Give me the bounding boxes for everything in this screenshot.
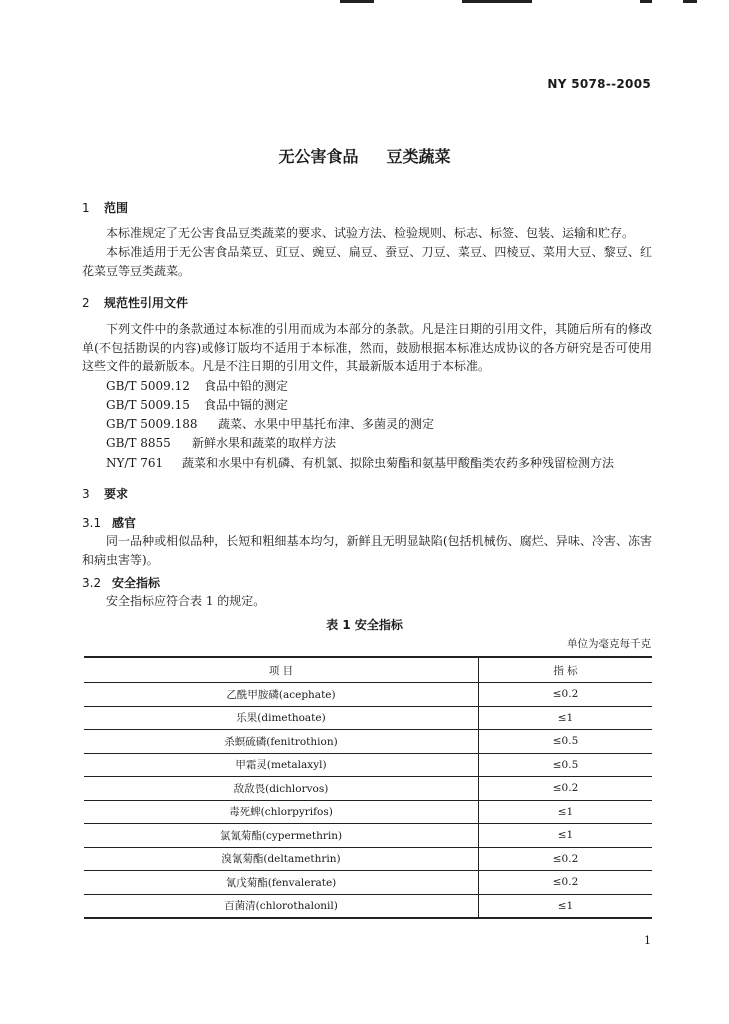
pesticide-name: 毒死蜱(chlorpyrifos) xyxy=(84,800,479,824)
section-title: 要求 xyxy=(104,487,129,501)
scan-artifact xyxy=(462,0,532,3)
column-header-item: 项 目 xyxy=(84,657,479,683)
paragraph: 下列文件中的条款通过本标准的引用而成为本部分的条款。凡是注日期的引用文件，其随后所有的修改单(不包括勘误的内容)或修订版均不适用于本标准，然而，鼓励根据本标准达成协议的各方研究是否可使用这些文件的最新版本。凡是不注日期的引用文件，其最新版本适用于本标准。 xyxy=(82,322,652,373)
table-row xyxy=(84,777,652,801)
reference-name: 蔬菜和水果中有机磷、有机氯、拟除虫菊酯和氨基甲酸酯类农药多种残留检测方法 xyxy=(182,456,615,470)
table-row xyxy=(84,894,652,918)
table-row xyxy=(84,730,652,754)
scan-artifact xyxy=(683,0,697,3)
section-title: 范围 xyxy=(104,201,129,215)
document-title xyxy=(0,144,729,167)
title-part-1: 无公害食品 xyxy=(278,147,359,166)
limit-value: ≤1 xyxy=(479,894,653,918)
limit-value: ≤0.2 xyxy=(479,871,653,895)
pesticide-name: 乐果(dimethoate) xyxy=(84,706,479,730)
reference-item xyxy=(106,454,614,471)
pesticide-name: 百菌清(chlorothalonil) xyxy=(84,894,479,918)
subsection-heading xyxy=(82,574,160,591)
page-number: 1 xyxy=(644,934,651,947)
table-caption: 表 1 安全指标 xyxy=(326,618,403,632)
section-number: 2 xyxy=(82,296,90,310)
table-row xyxy=(84,847,652,871)
reference-name: 食品中镉的测定 xyxy=(204,398,289,412)
safety-index-table xyxy=(84,656,652,919)
table-row xyxy=(84,871,652,895)
limit-value: ≤1 xyxy=(479,706,653,730)
column-header-limit: 指 标 xyxy=(479,657,653,683)
pesticide-name: 乙酰甲胺磷(acephate) xyxy=(84,683,479,707)
pesticide-name: 氯氰菊酯(cypermethrin) xyxy=(84,824,479,848)
table-unit: 单位为毫克每千克 xyxy=(567,638,651,650)
section-title: 安全指标 xyxy=(112,576,161,590)
reference-code: GB/T 5009.12 xyxy=(106,379,190,393)
scan-artifact xyxy=(340,0,374,3)
reference-code: GB/T 5009.188 xyxy=(106,417,198,431)
subsection-heading xyxy=(82,514,136,531)
reference-item xyxy=(106,415,434,432)
table-row xyxy=(84,753,652,777)
limit-value: ≤0.2 xyxy=(479,683,653,707)
scan-artifact xyxy=(640,0,652,3)
section-heading xyxy=(82,485,128,502)
pesticide-name: 甲霜灵(metalaxyl) xyxy=(84,753,479,777)
section-number: 3 xyxy=(82,487,90,501)
reference-name: 新鲜水果和蔬菜的取样方法 xyxy=(192,436,337,450)
table-row xyxy=(84,706,652,730)
pesticide-name: 氰戊菊酯(fenvalerate) xyxy=(84,871,479,895)
section-heading xyxy=(82,199,128,216)
paragraph: 安全指标应符合表 1 的规定。 xyxy=(106,594,266,608)
pesticide-name: 杀螟硫磷(fenitrothion) xyxy=(84,730,479,754)
limit-value: ≤0.2 xyxy=(479,847,653,871)
paragraph: 本标准适用于无公害食品菜豆、豇豆、豌豆、扁豆、蚕豆、刀豆、菜豆、四棱豆、菜用大豆、黎豆、红花菜豆等豆类蔬菜。 xyxy=(82,245,652,278)
reference-code: GB/T 5009.15 xyxy=(106,398,190,412)
section-title: 规范性引用文件 xyxy=(104,296,189,310)
limit-value: ≤1 xyxy=(479,800,653,824)
limit-value: ≤0.2 xyxy=(479,777,653,801)
table-row xyxy=(84,800,652,824)
section-title: 感官 xyxy=(112,516,137,530)
reference-item xyxy=(106,396,288,413)
table-header-row xyxy=(84,657,652,683)
section-number: 3.1 xyxy=(82,516,102,530)
limit-value: ≤0.5 xyxy=(479,753,653,777)
limit-value: ≤1 xyxy=(479,824,653,848)
reference-item xyxy=(106,377,288,394)
table-row xyxy=(84,683,652,707)
section-heading xyxy=(82,294,188,311)
paragraph: 同一品种或相似品种，长短和粗细基本均匀，新鲜且无明显缺陷(包括机械伤、腐烂、异味、冷害、冻害和病虫害等)。 xyxy=(82,534,652,567)
title-part-2: 豆类蔬菜 xyxy=(386,147,451,166)
reference-code: GB/T 8855 xyxy=(106,436,171,450)
reference-name: 蔬菜、水果中甲基托布津、多菌灵的测定 xyxy=(218,417,435,431)
paragraph: 本标准规定了无公害食品豆类蔬菜的要求、试验方法、检验规则、标志、标签、包装、运输和贮存。 xyxy=(106,226,635,240)
limit-value: ≤0.5 xyxy=(479,730,653,754)
pesticide-name: 敌敌畏(dichlorvos) xyxy=(84,777,479,801)
reference-code: NY/T 761 xyxy=(106,456,164,470)
standard-number: NY 5078--2005 xyxy=(547,77,651,91)
reference-item xyxy=(106,434,336,451)
pesticide-name: 溴氰菊酯(deltamethrin) xyxy=(84,847,479,871)
table-row xyxy=(84,824,652,848)
section-number: 3.2 xyxy=(82,576,102,590)
section-number: 1 xyxy=(82,201,90,215)
reference-name: 食品中铅的测定 xyxy=(204,379,289,393)
